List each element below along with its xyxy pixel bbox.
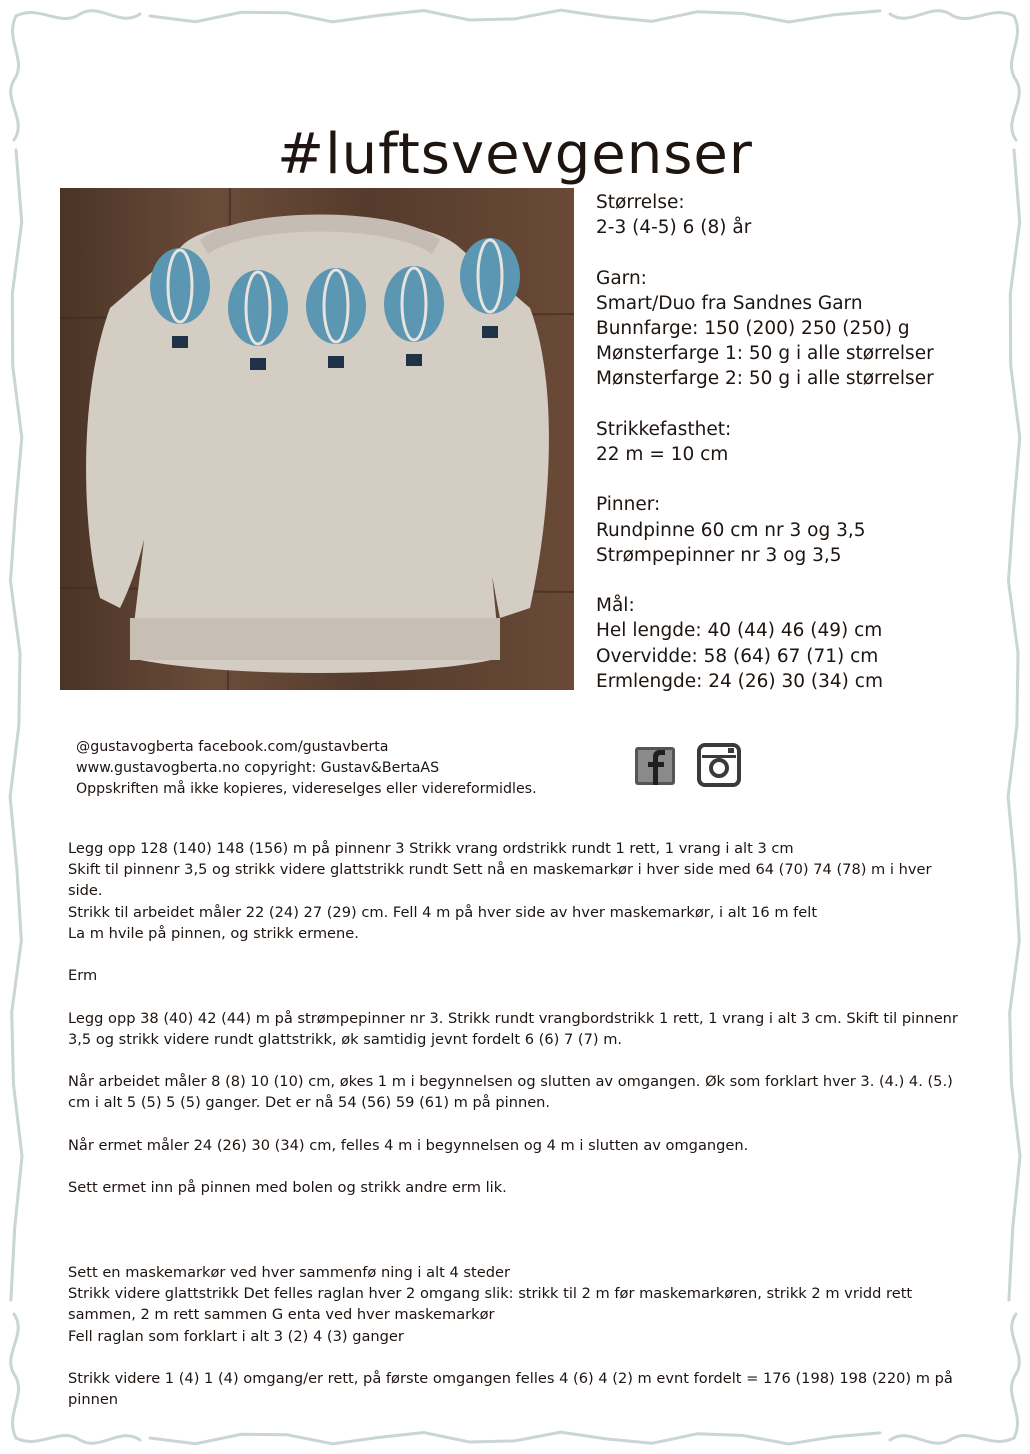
credit-line: Oppskriften må ikke kopieres, videreselges eller videreformidles. bbox=[76, 781, 537, 797]
spec-label: Strikkefasthet: bbox=[596, 418, 732, 440]
page-title: #luftsvevgenser bbox=[277, 121, 753, 187]
spec-value: Mønsterfarge 1: 50 g i alle størrelser bbox=[596, 343, 934, 365]
spec-value: Rundpinne 60 cm nr 3 og 3,5 bbox=[596, 519, 866, 541]
paragraph-gap bbox=[68, 1114, 968, 1135]
credit-line: www.gustavogberta.no copyright: Gustav&BertaAS bbox=[76, 760, 440, 776]
spec-value: Strømpepinner nr 3 og 3,5 bbox=[596, 544, 842, 566]
instruction-paragraph: Skift til pinnenr 3,5 og strikk videre glattstrikk rundt Sett nå en maskemarkør i hver side med 64 (70) 74 (78) m i hver side. bbox=[68, 861, 932, 900]
instruction-paragraph: Strikk videre glattstrikk Det felles raglan hver 2 omgang slik: strikk til 2 m før maskemarkøren, strikk 2 m vridd rett sammen, 2 m rett sammen G enta ved hver maskemarkør bbox=[68, 1285, 913, 1324]
instruction-paragraph: Sett ermet inn på pinnen med bolen og strikk andre erm lik. bbox=[68, 1179, 507, 1197]
facebook-icon[interactable] bbox=[632, 741, 678, 789]
spec-label: Mål: bbox=[596, 595, 635, 617]
instruction-paragraph: Når ermet måler 24 (26) 30 (34) cm, felles 4 m i begynnelsen og 4 m i slutten av omgangen. bbox=[68, 1136, 749, 1154]
paragraph-gap bbox=[68, 1156, 968, 1177]
sweater-photo bbox=[60, 188, 574, 690]
instruction-paragraph: Fell raglan som forklart i alt 3 (2) 4 (3) ganger bbox=[68, 1327, 404, 1345]
spec-value: Ermlengde: 24 (26) 30 (34) cm bbox=[596, 670, 883, 692]
instruction-paragraph: Legg opp 128 (140) 148 (156) m på pinnenr 3 Strikk vrang ordstrikk rundt 1 rett, 1 vrang i alt 3 cm bbox=[68, 840, 794, 857]
spec-block bbox=[596, 190, 996, 240]
spec-block bbox=[596, 492, 996, 568]
instruction-paragraph: Strikk til arbeidet måler 22 (24) 27 (29) cm. Fell 4 m på hver side av hver maskemarkør, i alt 16 m felt bbox=[68, 903, 818, 921]
paragraph-gap bbox=[68, 1220, 968, 1241]
instruction-paragraph: Strikk videre 1 (4) 1 (4) omgang/er rett, på første omgangen felles 4 (6) 4 (2) m evnt fordelt = 176 (198) 198 (220) m på pinnen bbox=[68, 1369, 953, 1409]
spec-value: Overvidde: 58 (64) 67 (71) cm bbox=[596, 645, 879, 667]
paragraph-gap bbox=[68, 1347, 968, 1368]
paragraph-gap bbox=[68, 1198, 968, 1219]
spec-value: Hel lengde: 40 (44) 46 (49) cm bbox=[596, 620, 883, 642]
spec-block bbox=[596, 417, 996, 467]
instruction-paragraph: Legg opp 38 (40) 42 (44) m på strømpepinner nr 3. Strikk rundt vrangbordstrikk 1 rett, 1 vrang i alt 3 cm. Skift til pinnenr 3,5 og strikk videre rundt glattstrikk, øk samtidig jevnt fordelt 6 (6) 7 (7) m. bbox=[68, 1009, 958, 1048]
instruction-paragraph: La m hvile på pinnen, og strikk ermene. bbox=[68, 924, 359, 942]
spec-label: Pinner: bbox=[596, 494, 661, 516]
spec-value: Smart/Duo fra Sandnes Garn bbox=[596, 292, 863, 314]
spec-value: 2-3 (4-5) 6 (8) år bbox=[596, 217, 752, 239]
credits bbox=[76, 737, 636, 800]
spec-label: Garn: bbox=[596, 267, 647, 289]
paragraph-gap bbox=[68, 1241, 968, 1262]
instagram-icon[interactable] bbox=[696, 741, 742, 789]
paragraph-gap bbox=[68, 986, 968, 1007]
spec-label: Størrelse: bbox=[596, 192, 685, 213]
instruction-paragraph: Sett en maskemarkør ved hver sammenfø ning i alt 4 steder bbox=[68, 1263, 510, 1281]
spec-value: 22 m = 10 cm bbox=[596, 444, 729, 465]
pattern-instructions bbox=[68, 838, 968, 1410]
instruction-paragraph: Når arbeidet måler 8 (8) 10 (10) cm, økes 1 m i begynnelsen og slutten av omgangen. Øk som forklart hver 3. (4.) 4. (5.) cm i alt 5 (5) 5 (5) ganger. Det er nå 54 (56) 59 (61) m på pinnen. bbox=[68, 1073, 953, 1112]
paragraph-gap bbox=[68, 1050, 968, 1071]
spec-value: Mønsterfarge 2: 50 g i alle størrelser bbox=[596, 368, 934, 390]
spec-value: Bunnfarge: 150 (200) 250 (250) g bbox=[596, 318, 910, 339]
spec-block bbox=[596, 266, 996, 392]
instruction-paragraph: Erm bbox=[68, 967, 98, 985]
spec-block bbox=[596, 593, 996, 694]
paragraph-gap bbox=[68, 944, 968, 965]
credit-line: @gustavogberta facebook.com/gustavberta bbox=[76, 739, 389, 755]
spec-list bbox=[596, 190, 996, 719]
